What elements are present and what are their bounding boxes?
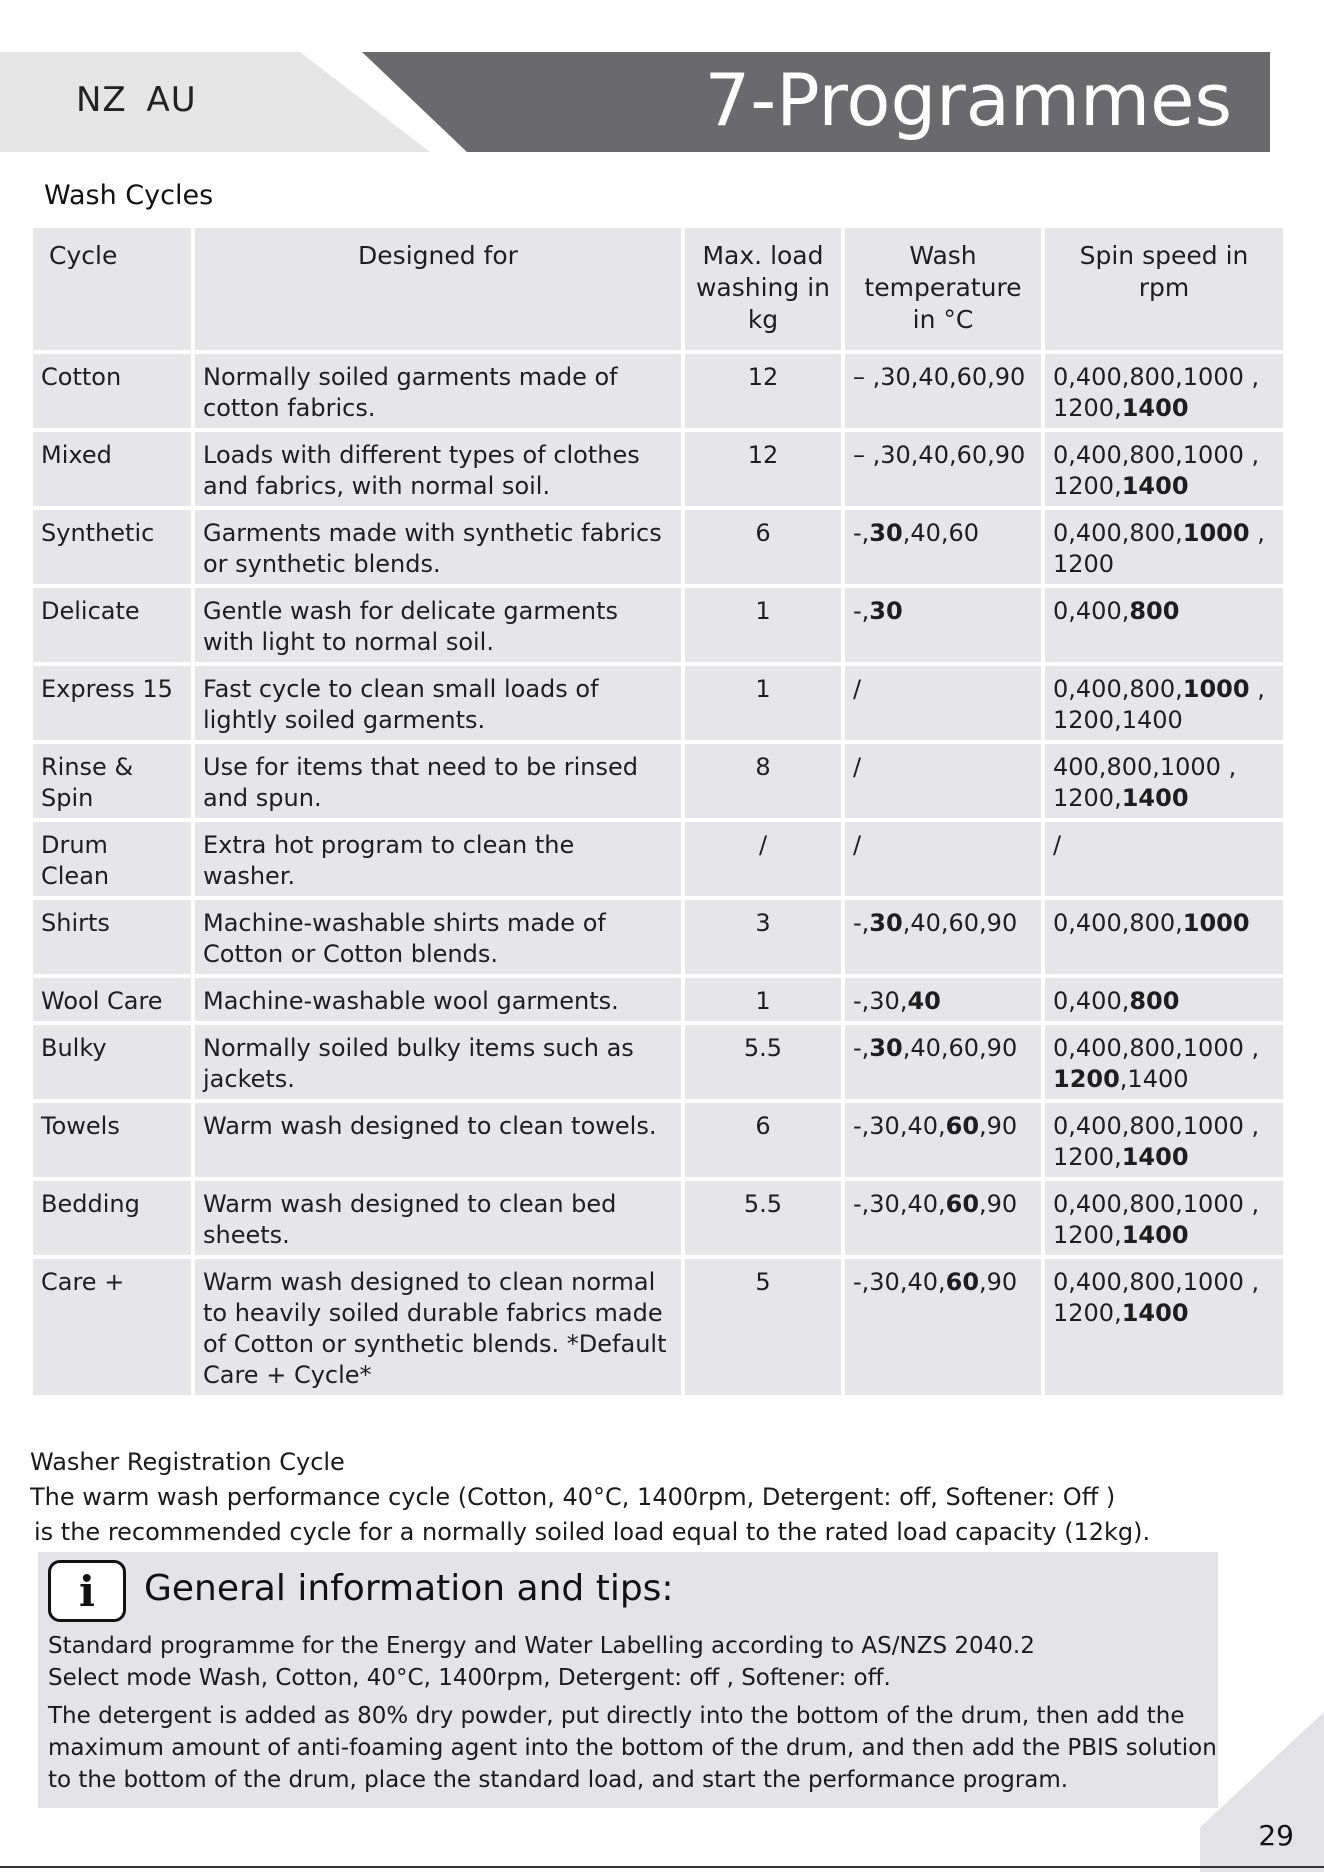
cell-max-load: 6 [685, 510, 841, 584]
header-region-tab [0, 52, 430, 152]
cell-wash-temperature: -,30,40,60,90 [845, 1025, 1041, 1099]
cell-spin-speed: 0,400,800,1000 , 1200,1400 [1045, 432, 1283, 506]
table-row [33, 822, 1283, 896]
cell-designed-for: Extra hot program to clean the washer. [195, 822, 681, 896]
info-paragraph: Standard programme for the Energy and Water Labelling according to AS/NZS 2040.2 [48, 1633, 1035, 1659]
registration-line: is the recommended cycle for a normally soiled load equal to the rated load capacity (12kg). [34, 1518, 1151, 1546]
column-header-designed-for: Designed for [195, 228, 681, 350]
cell-cycle: Towels [33, 1103, 191, 1177]
cell-cycle: Shirts [33, 900, 191, 974]
cell-max-load: 1 [685, 978, 841, 1021]
cell-designed-for: Machine-washable wool garments. [195, 978, 681, 1021]
cell-spin-speed: / [1045, 822, 1283, 896]
registration-heading: Washer Registration Cycle [30, 1448, 345, 1476]
cell-spin-speed: 0,400,800,1000 , 1200,1400 [1045, 1259, 1283, 1395]
registration-note [30, 1445, 1150, 1550]
cell-designed-for: Use for items that need to be rinsed and spun. [195, 744, 681, 818]
table-row [33, 900, 1283, 974]
info-text [48, 1630, 1218, 1796]
page-title: 7-Programmes [704, 58, 1232, 142]
cell-wash-temperature: -,30,40,60 [845, 510, 1041, 584]
table-row [33, 666, 1283, 740]
cell-max-load: / [685, 822, 841, 896]
cell-designed-for: Warm wash designed to clean bed sheets. [195, 1181, 681, 1255]
cell-designed-for: Warm wash designed to clean normal to heavily soiled durable fabrics made of Cotton or synthetic blends. *Default Care + Cycle* [195, 1259, 681, 1395]
table-row [33, 432, 1283, 506]
cell-designed-for: Fast cycle to clean small loads of lightly soiled garments. [195, 666, 681, 740]
bottom-rule [0, 1866, 1324, 1868]
cell-cycle: Synthetic [33, 510, 191, 584]
cell-designed-for: Gentle wash for delicate garments with light to normal soil. [195, 588, 681, 662]
column-header-spin-speed: Spin speed in rpm [1045, 228, 1283, 350]
table-row [33, 1259, 1283, 1395]
cell-spin-speed: 0,400,800,1000 , 1200,1400 [1045, 1181, 1283, 1255]
column-header-wash-temperature: Wash temperature in °C [845, 228, 1041, 350]
section-title: Wash Cycles [44, 180, 214, 211]
cell-designed-for: Machine-washable shirts made of Cotton or Cotton blends. [195, 900, 681, 974]
info-paragraph: Select mode Wash, Cotton, 40°C, 1400rpm, Detergent: off , Softener: off. [48, 1665, 891, 1691]
cell-cycle: Care + [33, 1259, 191, 1395]
table-row [33, 1181, 1283, 1255]
table-row [33, 978, 1283, 1021]
cell-max-load: 5.5 [685, 1181, 841, 1255]
table-row [33, 744, 1283, 818]
cell-designed-for: Garments made with synthetic fabrics or synthetic blends. [195, 510, 681, 584]
cell-max-load: 3 [685, 900, 841, 974]
cell-wash-temperature: / [845, 666, 1041, 740]
cell-cycle: Bulky [33, 1025, 191, 1099]
cell-spin-speed: 0,400,800,1000 , 1200,1400 [1045, 1025, 1283, 1099]
cell-designed-for: Loads with different types of clothes and fabrics, with normal soil. [195, 432, 681, 506]
page-number: 29 [1258, 1819, 1294, 1852]
cell-max-load: 8 [685, 744, 841, 818]
wash-cycles-table [29, 224, 1287, 1399]
cell-cycle: Delicate [33, 588, 191, 662]
cell-spin-speed: 0,400,800,1000 [1045, 900, 1283, 974]
cell-max-load: 5 [685, 1259, 841, 1395]
table-row [33, 588, 1283, 662]
cell-cycle: Wool Care [33, 978, 191, 1021]
cell-designed-for: Normally soiled bulky items such as jackets. [195, 1025, 681, 1099]
cell-wash-temperature: -,30,40,60,90 [845, 900, 1041, 974]
registration-line: The warm wash performance cycle (Cotton, 40°C, 1400rpm, Detergent: off, Softener: Off ) [30, 1483, 1116, 1511]
region-label: NZ AU [76, 80, 197, 120]
cell-spin-speed: 400,800,1000 , 1200,1400 [1045, 744, 1283, 818]
column-header-max-load: Max. load washing in kg [685, 228, 841, 350]
cell-wash-temperature: – ,30,40,60,90 [845, 432, 1041, 506]
cell-cycle: Rinse & Spin [33, 744, 191, 818]
cell-wash-temperature: / [845, 822, 1041, 896]
cell-max-load: 12 [685, 432, 841, 506]
cell-wash-temperature: -,30,40,60,90 [845, 1259, 1041, 1395]
cell-designed-for: Normally soiled garments made of cotton fabrics. [195, 354, 681, 428]
cell-max-load: 12 [685, 354, 841, 428]
cell-wash-temperature: -,30,40 [845, 978, 1041, 1021]
cell-wash-temperature: – ,30,40,60,90 [845, 354, 1041, 428]
table-row [33, 1025, 1283, 1099]
cell-max-load: 6 [685, 1103, 841, 1177]
cell-cycle: Drum Clean [33, 822, 191, 896]
cell-spin-speed: 0,400,800,1000 , 1200 [1045, 510, 1283, 584]
cell-spin-speed: 0,400,800,1000 , 1200,1400 [1045, 354, 1283, 428]
cell-wash-temperature: -,30,40,60,90 [845, 1103, 1041, 1177]
cell-wash-temperature: -,30 [845, 588, 1041, 662]
table-row [33, 1103, 1283, 1177]
cell-designed-for: Warm wash designed to clean towels. [195, 1103, 681, 1177]
cell-max-load: 1 [685, 588, 841, 662]
cell-max-load: 5.5 [685, 1025, 841, 1099]
info-icon: i [48, 1560, 126, 1622]
info-title: General information and tips: [144, 1568, 674, 1609]
cell-cycle: Bedding [33, 1181, 191, 1255]
column-header-cycle: Cycle [33, 228, 191, 350]
cell-spin-speed: 0,400,800 [1045, 978, 1283, 1021]
cell-spin-speed: 0,400,800 [1045, 588, 1283, 662]
cell-wash-temperature: / [845, 744, 1041, 818]
table-row [33, 510, 1283, 584]
info-paragraph: The detergent is added as 80% dry powder, put directly into the bottom of the drum, then add the maximum amount of anti-foaming agent into the bottom of the drum, and then add the PBIS solution to the bottom of the drum, place the standard load, and start the performance program. [48, 1703, 1217, 1793]
cell-cycle: Mixed [33, 432, 191, 506]
table-header-row [33, 228, 1283, 350]
cell-wash-temperature: -,30,40,60,90 [845, 1181, 1041, 1255]
cell-spin-speed: 0,400,800,1000 , 1200,1400 [1045, 1103, 1283, 1177]
cell-cycle: Cotton [33, 354, 191, 428]
table-row [33, 354, 1283, 428]
cell-spin-speed: 0,400,800,1000 , 1200,1400 [1045, 666, 1283, 740]
cell-max-load: 1 [685, 666, 841, 740]
cell-cycle: Express 15 [33, 666, 191, 740]
